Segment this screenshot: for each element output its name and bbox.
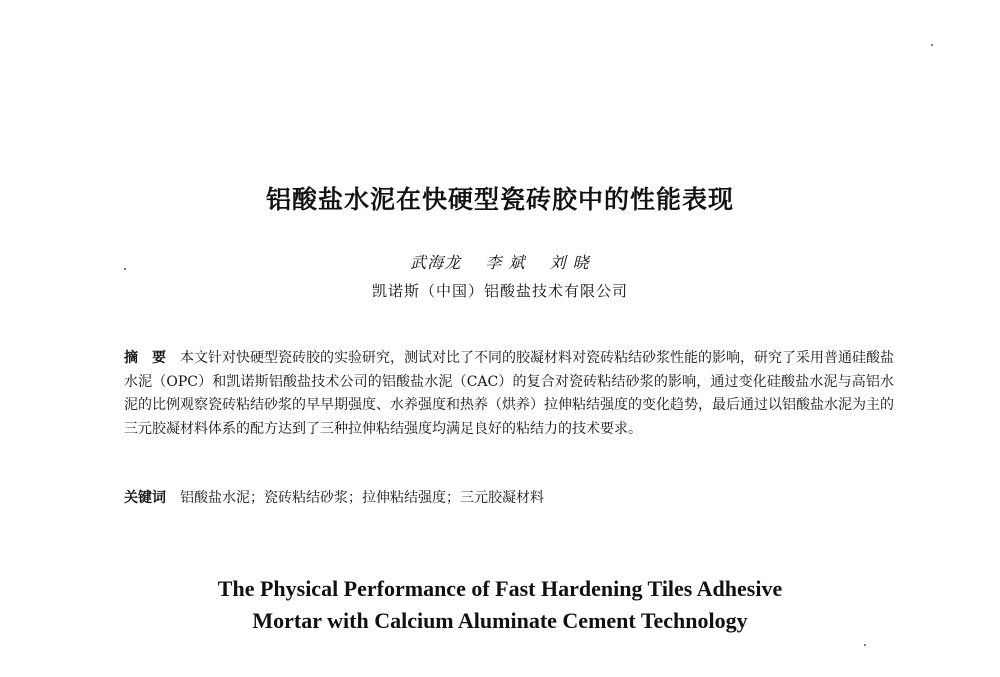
author-name: 刘 晓 xyxy=(549,253,590,272)
keywords xyxy=(124,487,894,511)
scan-speck xyxy=(931,44,933,46)
affiliation: 凯诺斯（中国）铝酸盐技术有限公司 xyxy=(371,282,628,300)
author-name: 李 斌 xyxy=(485,253,526,272)
author-list xyxy=(0,250,1000,273)
keywords-label: 关键词 xyxy=(124,490,166,506)
abstract xyxy=(124,347,894,441)
keywords-text: 铝酸盐水泥；瓷砖粘结砂浆；拉伸粘结强度；三元胶凝材料 xyxy=(180,490,544,506)
scan-speck xyxy=(864,644,866,646)
english-title xyxy=(0,573,1000,637)
author-name: 武海龙 xyxy=(410,253,462,272)
abstract-text: 本文针对快硬型瓷砖胶的实验研究，测试对比了不同的胶凝材料对瓷砖粘结砂浆性能的影响，研究了采用普通硅酸盐水泥（OPC）和凯诺斯铝酸盐技术公司的铝酸盐水泥（CAC）的复合对瓷砖粘结砂浆的影响，通过变化硅酸盐水泥与高铝水泥的比例观察瓷砖粘结砂浆的早早期强度、水养强度和热养（烘养）拉伸粘结强度的变化趋势，最后通过以铝酸盐水泥为主的三元胶凝材料体系的配方达到了三种拉伸粘结强度均满足良好的粘结力的技术要求。 xyxy=(124,350,894,437)
scan-speck xyxy=(124,268,126,270)
english-title-line: Mortar with Calcium Aluminate Cement Technology xyxy=(252,608,748,633)
english-title-line: The Physical Performance of Fast Hardening Tiles Adhesive xyxy=(217,576,783,601)
chinese-title: 铝酸盐水泥在快硬型瓷砖胶中的性能表现 xyxy=(265,185,734,214)
abstract-label: 摘 要 xyxy=(124,350,166,366)
